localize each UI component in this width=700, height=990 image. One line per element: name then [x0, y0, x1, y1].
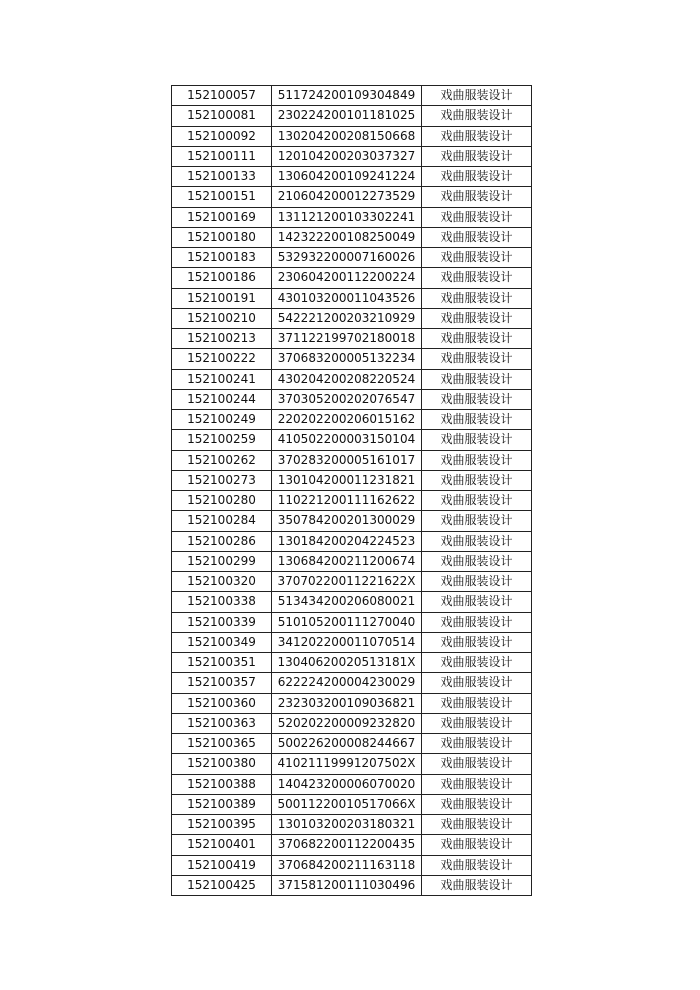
- major-cell: 戏曲服装设计: [422, 551, 532, 571]
- table-row: [172, 612, 532, 632]
- major-cell: 戏曲服装设计: [422, 693, 532, 713]
- table-row: [172, 653, 532, 673]
- id-number-cell: 370684200211163118: [272, 855, 422, 875]
- student-number-cell: 152100111: [172, 146, 272, 166]
- major-cell: 戏曲服装设计: [422, 308, 532, 328]
- table-row: [172, 572, 532, 592]
- id-number-cell: 131121200103302241: [272, 207, 422, 227]
- id-number-cell: 13040620020513181X: [272, 653, 422, 673]
- student-number-cell: 152100092: [172, 126, 272, 146]
- id-number-cell: 230604200112200224: [272, 268, 422, 288]
- student-number-cell: 152100057: [172, 86, 272, 106]
- student-number-cell: 152100244: [172, 389, 272, 409]
- id-number-cell: 50011220010517066X: [272, 794, 422, 814]
- major-cell: 戏曲服装设计: [422, 430, 532, 450]
- major-cell: 戏曲服装设计: [422, 126, 532, 146]
- major-cell: 戏曲服装设计: [422, 815, 532, 835]
- table-row: [172, 713, 532, 733]
- id-number-cell: 110221200111162622: [272, 491, 422, 511]
- id-number-cell: 520202200009232820: [272, 713, 422, 733]
- id-number-cell: 350784200201300029: [272, 511, 422, 531]
- id-number-cell: 130104200011231821: [272, 470, 422, 490]
- major-cell: 戏曲服装设计: [422, 592, 532, 612]
- major-cell: 戏曲服装设计: [422, 227, 532, 247]
- major-cell: 戏曲服装设计: [422, 268, 532, 288]
- id-number-cell: 513434200206080021: [272, 592, 422, 612]
- table-row: [172, 673, 532, 693]
- student-number-cell: 152100241: [172, 369, 272, 389]
- student-number-cell: 152100389: [172, 794, 272, 814]
- major-cell: 戏曲服装设计: [422, 632, 532, 652]
- major-cell: 戏曲服装设计: [422, 146, 532, 166]
- student-number-cell: 152100338: [172, 592, 272, 612]
- table-row: [172, 329, 532, 349]
- id-number-cell: 220202200206015162: [272, 410, 422, 430]
- student-number-cell: 152100349: [172, 632, 272, 652]
- major-cell: 戏曲服装设计: [422, 774, 532, 794]
- id-number-cell: 120104200203037327: [272, 146, 422, 166]
- id-number-cell: 371581200111030496: [272, 875, 422, 895]
- student-number-cell: 152100210: [172, 308, 272, 328]
- major-cell: 戏曲服装设计: [422, 389, 532, 409]
- id-number-cell: 210604200012273529: [272, 187, 422, 207]
- table-row: [172, 875, 532, 895]
- student-number-cell: 152100259: [172, 430, 272, 450]
- student-number-cell: 152100262: [172, 450, 272, 470]
- student-number-cell: 152100284: [172, 511, 272, 531]
- major-cell: 戏曲服装设计: [422, 713, 532, 733]
- student-number-cell: 152100183: [172, 248, 272, 268]
- roster-table-body: [172, 86, 532, 896]
- id-number-cell: 130204200208150668: [272, 126, 422, 146]
- student-number-cell: 152100286: [172, 531, 272, 551]
- student-number-cell: 152100395: [172, 815, 272, 835]
- student-number-cell: 152100280: [172, 491, 272, 511]
- table-row: [172, 369, 532, 389]
- id-number-cell: 37070220011221622X: [272, 572, 422, 592]
- id-number-cell: 370683200005132234: [272, 349, 422, 369]
- major-cell: 戏曲服装设计: [422, 855, 532, 875]
- student-number-cell: 152100222: [172, 349, 272, 369]
- student-number-cell: 152100380: [172, 754, 272, 774]
- major-cell: 戏曲服装设计: [422, 288, 532, 308]
- id-number-cell: 130604200109241224: [272, 167, 422, 187]
- student-number-cell: 152100273: [172, 470, 272, 490]
- major-cell: 戏曲服装设计: [422, 470, 532, 490]
- major-cell: 戏曲服装设计: [422, 491, 532, 511]
- table-row: [172, 207, 532, 227]
- major-cell: 戏曲服装设计: [422, 511, 532, 531]
- student-number-cell: 152100425: [172, 875, 272, 895]
- student-number-cell: 152100351: [172, 653, 272, 673]
- table-row: [172, 734, 532, 754]
- table-row: [172, 126, 532, 146]
- id-number-cell: 140423200006070020: [272, 774, 422, 794]
- id-number-cell: 130184200204224523: [272, 531, 422, 551]
- table-row: [172, 248, 532, 268]
- table-row: [172, 855, 532, 875]
- id-number-cell: 130103200203180321: [272, 815, 422, 835]
- id-number-cell: 130684200211200674: [272, 551, 422, 571]
- student-number-cell: 152100365: [172, 734, 272, 754]
- student-number-cell: 152100401: [172, 835, 272, 855]
- major-cell: 戏曲服装设计: [422, 349, 532, 369]
- student-number-cell: 152100191: [172, 288, 272, 308]
- table-row: [172, 349, 532, 369]
- table-row: [172, 511, 532, 531]
- student-number-cell: 152100388: [172, 774, 272, 794]
- table-row: [172, 835, 532, 855]
- table-row: [172, 227, 532, 247]
- major-cell: 戏曲服装设计: [422, 734, 532, 754]
- id-number-cell: 341202200011070514: [272, 632, 422, 652]
- major-cell: 戏曲服装设计: [422, 329, 532, 349]
- major-cell: 戏曲服装设计: [422, 835, 532, 855]
- table-row: [172, 167, 532, 187]
- major-cell: 戏曲服装设计: [422, 369, 532, 389]
- id-number-cell: 371122199702180018: [272, 329, 422, 349]
- table-row: [172, 268, 532, 288]
- id-number-cell: 542221200203210929: [272, 308, 422, 328]
- major-cell: 戏曲服装设计: [422, 754, 532, 774]
- major-cell: 戏曲服装设计: [422, 410, 532, 430]
- student-number-cell: 152100180: [172, 227, 272, 247]
- major-cell: 戏曲服装设计: [422, 531, 532, 551]
- student-number-cell: 152100419: [172, 855, 272, 875]
- id-number-cell: 232303200109036821: [272, 693, 422, 713]
- table-row: [172, 288, 532, 308]
- table-row: [172, 308, 532, 328]
- table-row: [172, 86, 532, 106]
- table-row: [172, 754, 532, 774]
- student-number-cell: 152100186: [172, 268, 272, 288]
- table-row: [172, 106, 532, 126]
- id-number-cell: 41021119991207502X: [272, 754, 422, 774]
- student-number-cell: 152100151: [172, 187, 272, 207]
- table-row: [172, 815, 532, 835]
- major-cell: 戏曲服装设计: [422, 86, 532, 106]
- id-number-cell: 511724200109304849: [272, 86, 422, 106]
- major-cell: 戏曲服装设计: [422, 794, 532, 814]
- student-number-cell: 152100299: [172, 551, 272, 571]
- major-cell: 戏曲服装设计: [422, 248, 532, 268]
- student-number-cell: 152100133: [172, 167, 272, 187]
- major-cell: 戏曲服装设计: [422, 167, 532, 187]
- major-cell: 戏曲服装设计: [422, 187, 532, 207]
- major-cell: 戏曲服装设计: [422, 653, 532, 673]
- id-number-cell: 532932200007160026: [272, 248, 422, 268]
- id-number-cell: 370682200112200435: [272, 835, 422, 855]
- table-row: [172, 470, 532, 490]
- table-row: [172, 491, 532, 511]
- id-number-cell: 430103200011043526: [272, 288, 422, 308]
- table-row: [172, 794, 532, 814]
- student-number-cell: 152100320: [172, 572, 272, 592]
- table-row: [172, 551, 532, 571]
- major-cell: 戏曲服装设计: [422, 106, 532, 126]
- table-row: [172, 592, 532, 612]
- id-number-cell: 410502200003150104: [272, 430, 422, 450]
- id-number-cell: 370283200005161017: [272, 450, 422, 470]
- table-row: [172, 187, 532, 207]
- table-row: [172, 531, 532, 551]
- student-number-cell: 152100213: [172, 329, 272, 349]
- id-number-cell: 230224200101181025: [272, 106, 422, 126]
- major-cell: 戏曲服装设计: [422, 450, 532, 470]
- id-number-cell: 142322200108250049: [272, 227, 422, 247]
- major-cell: 戏曲服装设计: [422, 572, 532, 592]
- id-number-cell: 370305200202076547: [272, 389, 422, 409]
- student-number-cell: 152100081: [172, 106, 272, 126]
- major-cell: 戏曲服装设计: [422, 612, 532, 632]
- student-number-cell: 152100339: [172, 612, 272, 632]
- student-number-cell: 152100360: [172, 693, 272, 713]
- major-cell: 戏曲服装设计: [422, 875, 532, 895]
- table-row: [172, 693, 532, 713]
- student-number-cell: 152100357: [172, 673, 272, 693]
- id-number-cell: 622224200004230029: [272, 673, 422, 693]
- table-row: [172, 450, 532, 470]
- student-number-cell: 152100363: [172, 713, 272, 733]
- student-number-cell: 152100249: [172, 410, 272, 430]
- major-cell: 戏曲服装设计: [422, 673, 532, 693]
- major-cell: 戏曲服装设计: [422, 207, 532, 227]
- table-row: [172, 774, 532, 794]
- table-row: [172, 146, 532, 166]
- table-row: [172, 430, 532, 450]
- student-number-cell: 152100169: [172, 207, 272, 227]
- id-number-cell: 430204200208220524: [272, 369, 422, 389]
- table-row: [172, 632, 532, 652]
- id-number-cell: 510105200111270040: [272, 612, 422, 632]
- student-roster-table: [171, 85, 532, 896]
- id-number-cell: 500226200008244667: [272, 734, 422, 754]
- table-row: [172, 389, 532, 409]
- table-row: [172, 410, 532, 430]
